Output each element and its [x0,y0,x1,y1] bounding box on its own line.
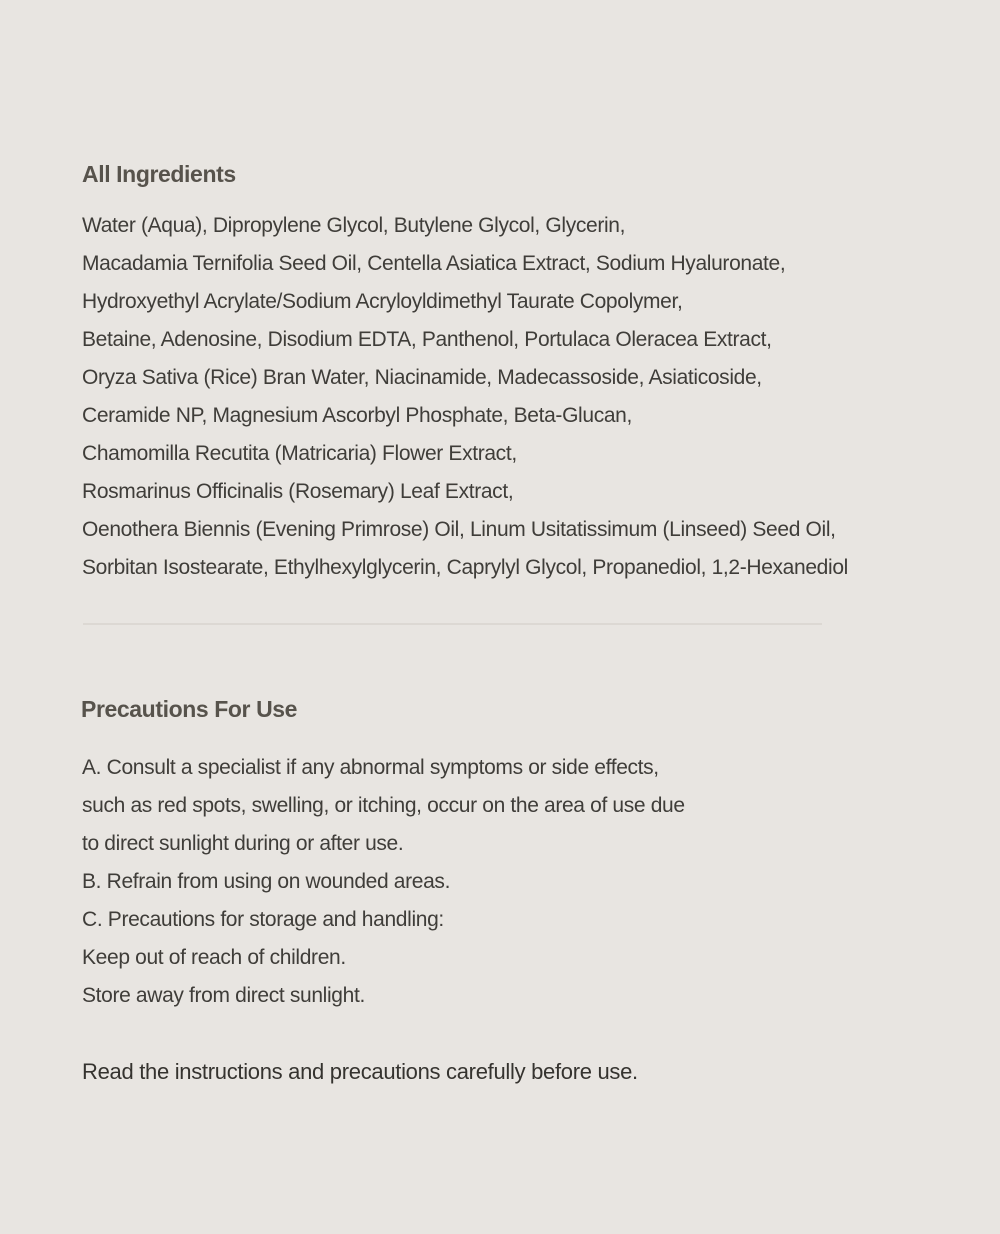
instructions-note: Read the instructions and precautions carefully before use. [82,1059,638,1084]
ingredients-line: Betaine, Adenosine, Disodium EDTA, Panthenol, Portulaca Oleracea Extract, [82,328,772,351]
precaution-line: to direct sunlight during or after use. [82,832,404,855]
ingredients-line: Water (Aqua), Dipropylene Glycol, Butylene Glycol, Glycerin, [82,214,626,237]
precaution-line: A. Consult a specialist if any abnormal symptoms or side effects, [82,756,659,779]
ingredients-list [82,207,848,587]
precaution-line: Keep out of reach of children. [82,946,346,969]
precautions-list [82,749,685,1015]
ingredients-line: Ceramide NP, Magnesium Ascorbyl Phosphate, Beta-Glucan, [82,404,632,427]
ingredients-heading: All Ingredients [82,161,236,187]
ingredients-line: Hydroxyethyl Acrylate/Sodium Acryloyldimethyl Taurate Copolymer, [82,290,683,313]
precaution-line: such as red spots, swelling, or itching, occur on the area of use due [82,794,685,817]
precautions-heading: Precautions For Use [81,696,298,722]
ingredients-line: Sorbitan Isostearate, Ethylhexylglycerin, Caprylyl Glycol, Propanediol, 1,2-Hexanediol [82,556,848,579]
ingredients-line: Chamomilla Recutita (Matricaria) Flower Extract, [82,442,517,465]
ingredients-line: Macadamia Ternifolia Seed Oil, Centella Asiatica Extract, Sodium Hyaluronate, [82,252,786,275]
section-divider [83,623,822,625]
ingredients-line: Oenothera Biennis (Evening Primrose) Oil, Linum Usitatissimum (Linseed) Seed Oil, [82,518,836,541]
precaution-line: B. Refrain from using on wounded areas. [82,870,451,893]
precaution-line: C. Precautions for storage and handling: [82,908,444,931]
precaution-line: Store away from direct sunlight. [82,984,365,1007]
ingredients-line: Rosmarinus Officinalis (Rosemary) Leaf Extract, [82,480,514,503]
ingredients-line: Oryza Sativa (Rice) Bran Water, Niacinamide, Madecassoside, Asiaticoside, [82,366,762,389]
